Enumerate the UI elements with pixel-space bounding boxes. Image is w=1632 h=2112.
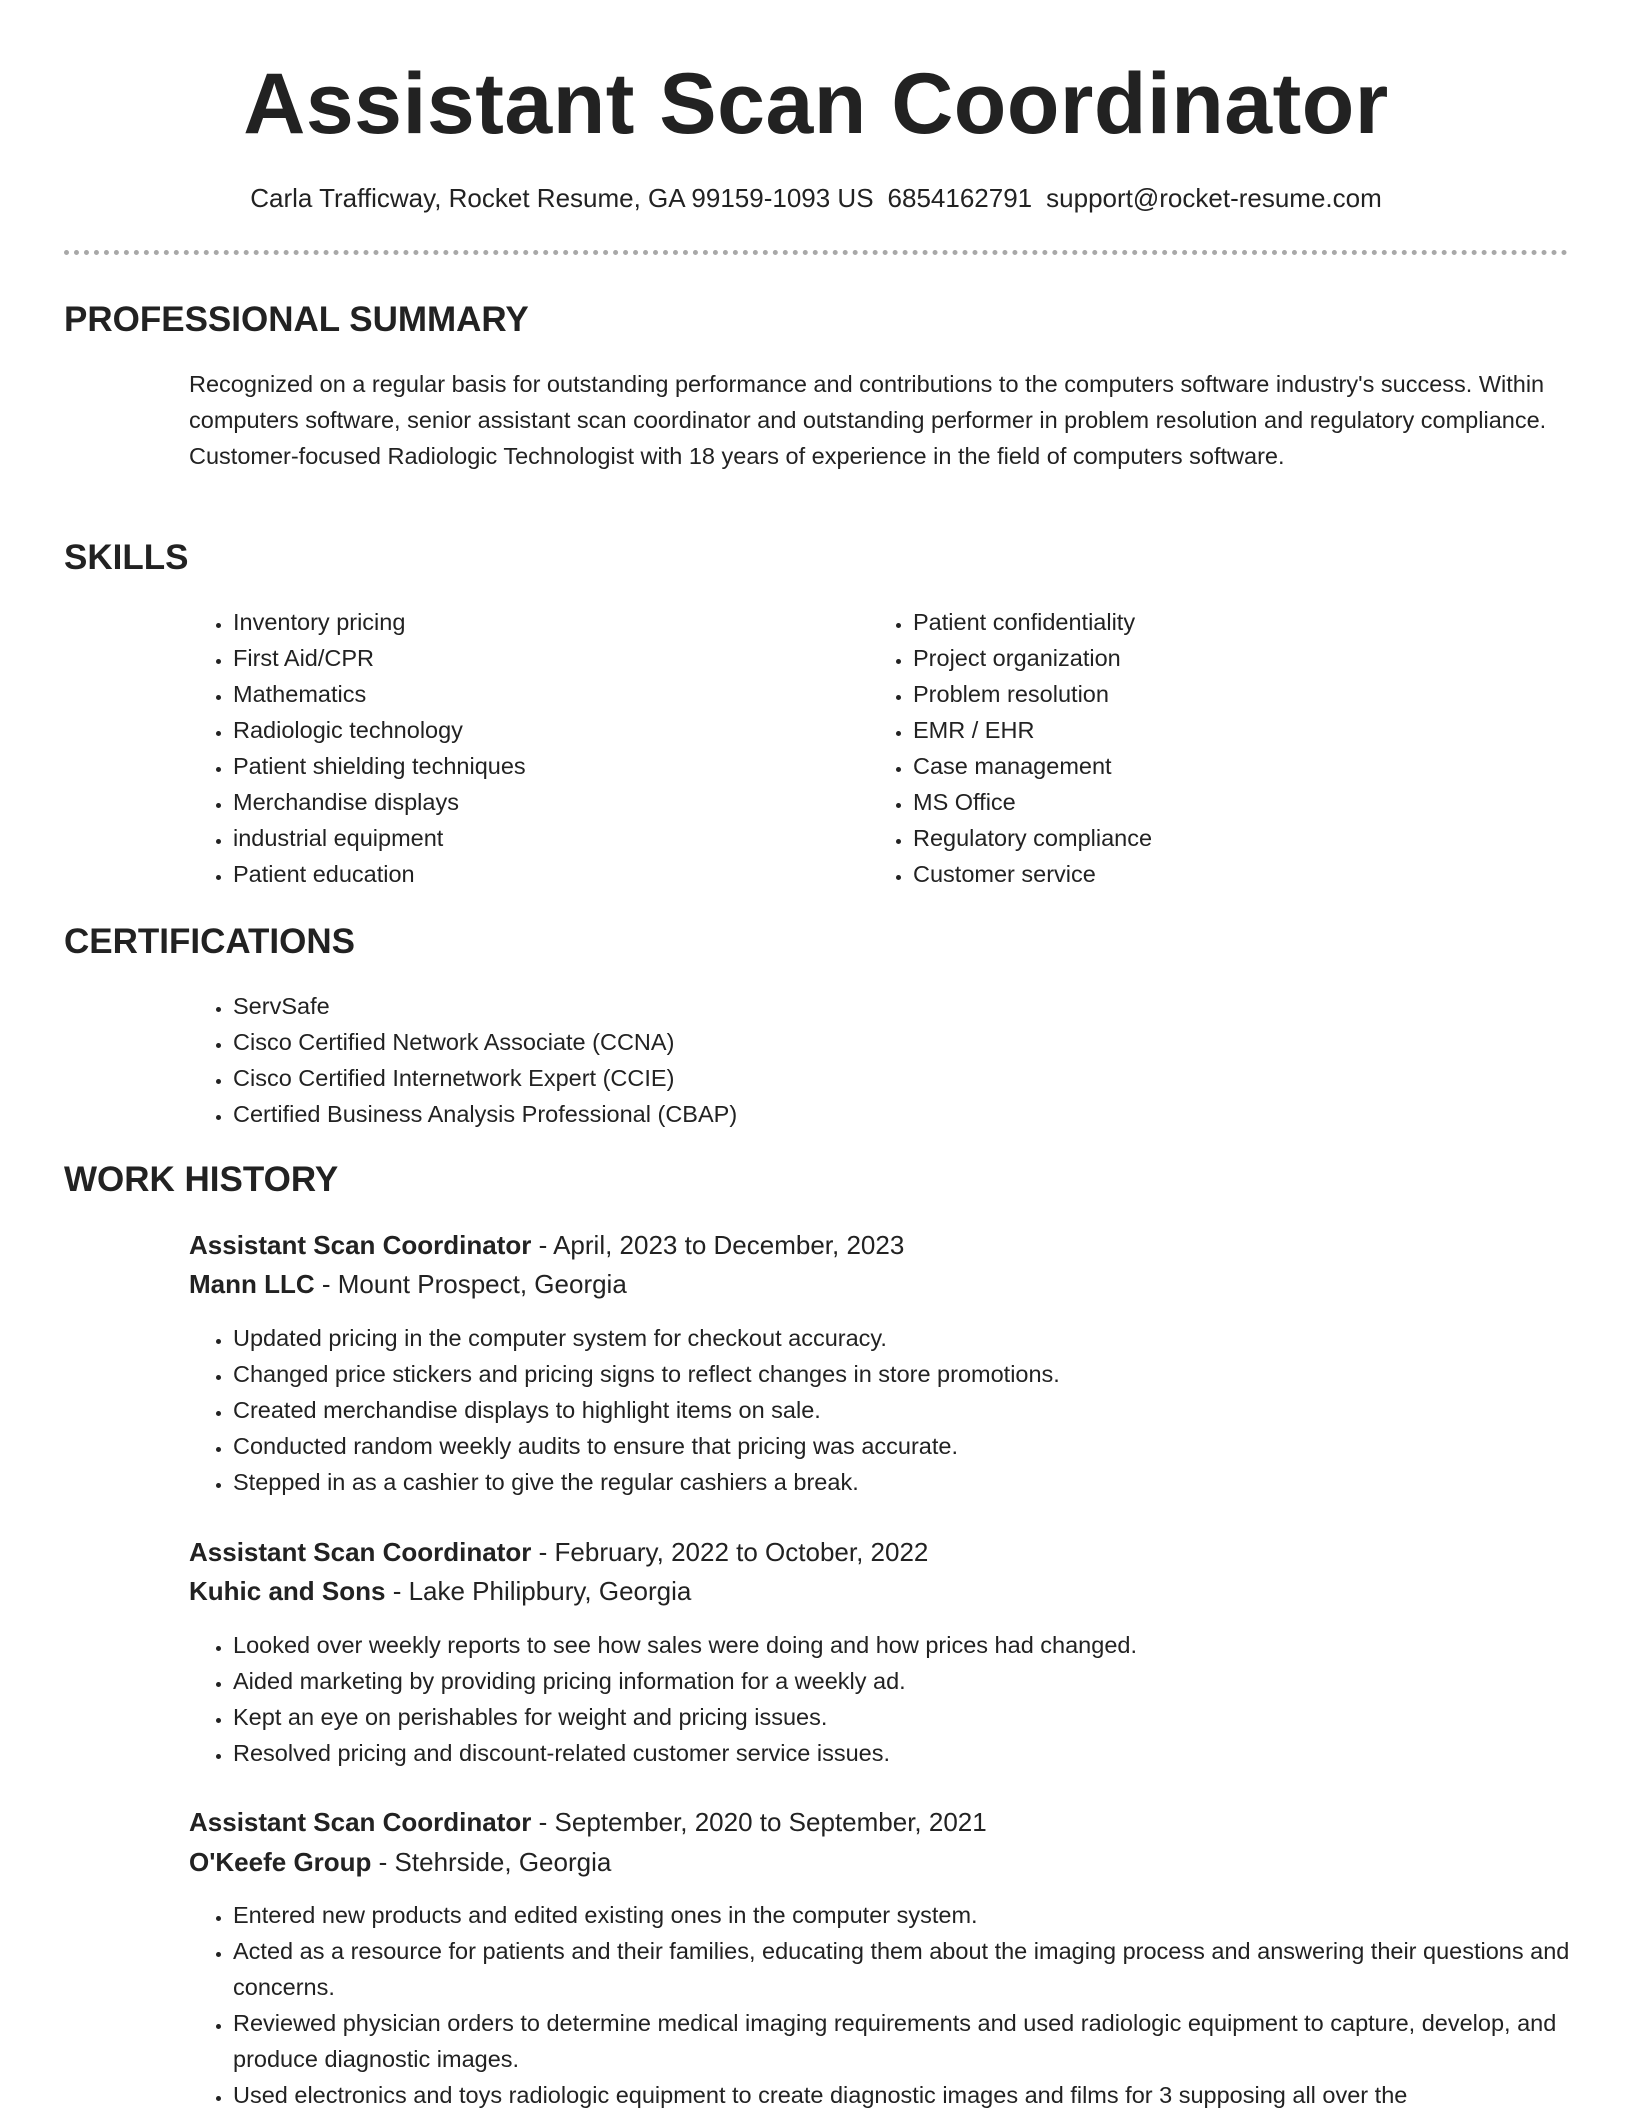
- contact-address: Carla Trafficway, Rocket Resume, GA 99159-1093 US: [250, 183, 874, 213]
- job-duty: • Created merchandise displays to highlight items on sale.: [233, 1392, 1613, 1428]
- skill-item: • industrial equipment: [233, 820, 793, 856]
- job-location: - Lake Philipbury, Georgia: [385, 1576, 692, 1606]
- job-location: - Stehrside, Georgia: [371, 1847, 612, 1877]
- job-duties-list: [189, 1897, 1573, 2112]
- skill-item: • Project organization: [913, 640, 1513, 676]
- job-title-line: [189, 1534, 1569, 1570]
- certifications-list: [189, 988, 1533, 1132]
- skills-heading: SKILLS: [64, 538, 189, 577]
- job-dates: - April, 2023 to December, 2023: [531, 1230, 905, 1260]
- job-duty: • Conducted random weekly audits to ensure that pricing was accurate.: [233, 1428, 1613, 1464]
- job-duty: • Resolved pricing and discount-related customer service issues.: [233, 1735, 1613, 1771]
- job-duty: • Stepped in as a cashier to give the regular cashiers a break.: [233, 1464, 1613, 1500]
- certification-item: • Cisco Certified Network Associate (CCNA): [233, 1024, 1533, 1060]
- skill-item: • Mathematics: [233, 676, 793, 712]
- skill-item: • Merchandise displays: [233, 784, 793, 820]
- job-title: Assistant Scan Coordinator: [189, 1537, 532, 1567]
- job-duty: • Looked over weekly reports to see how sales were doing and how prices had changed.: [233, 1627, 1613, 1663]
- job-dates: - February, 2022 to October, 2022: [531, 1537, 929, 1567]
- job-duty: • Changed price stickers and pricing signs to reflect changes in store promotions.: [233, 1356, 1613, 1392]
- job-company: Kuhic and Sons: [189, 1576, 386, 1606]
- job-duty: • Aided marketing by providing pricing information for a weekly ad.: [233, 1663, 1613, 1699]
- job-company-line: [189, 1573, 1569, 1609]
- job-company-line: [189, 1844, 1569, 1880]
- skill-item: • Patient education: [233, 856, 793, 892]
- contact-line: [0, 180, 1632, 216]
- skill-item: • Case management: [913, 748, 1513, 784]
- job-title-line: [189, 1804, 1569, 1840]
- resume-title: Assistant Scan Coordinator: [243, 56, 1389, 152]
- skills-list-right: [869, 604, 1513, 892]
- skill-item: • Patient confidentiality: [913, 604, 1513, 640]
- skill-item: • Radiologic technology: [233, 712, 793, 748]
- summary-heading: PROFESSIONAL SUMMARY: [64, 300, 529, 339]
- job-location: - Mount Prospect, Georgia: [314, 1269, 627, 1299]
- job-company-line: [189, 1266, 1569, 1302]
- skills-list-left: [189, 604, 793, 892]
- job-duty: • Acted as a resource for patients and their families, educating them about the imaging process and answering their questions and concerns.: [233, 1933, 1573, 2005]
- skill-item: • Customer service: [913, 856, 1513, 892]
- job-title: Assistant Scan Coordinator: [189, 1230, 532, 1260]
- contact-email: support@rocket-resume.com: [1046, 183, 1382, 213]
- header-divider: [64, 250, 1568, 255]
- skill-item: • EMR / EHR: [913, 712, 1513, 748]
- skill-item: • Regulatory compliance: [913, 820, 1513, 856]
- job-duty: • Reviewed physician orders to determine medical imaging requirements and used radiologic equipment to capture, develop, and produce diagnostic images.: [233, 2005, 1573, 2077]
- skill-item: • Problem resolution: [913, 676, 1513, 712]
- job-title-line: [189, 1227, 1569, 1263]
- job-duties-list: [189, 1320, 1613, 1500]
- skill-item: • MS Office: [913, 784, 1513, 820]
- certification-item: • Certified Business Analysis Professional (CBAP): [233, 1096, 1533, 1132]
- job-duty: • Entered new products and edited existing ones in the computer system.: [233, 1897, 1573, 1933]
- work-history-heading: WORK HISTORY: [64, 1160, 339, 1199]
- contact-phone: 6854162791: [887, 183, 1033, 213]
- job-duties-list: [189, 1627, 1613, 1771]
- job-company: O'Keefe Group: [189, 1847, 372, 1877]
- skill-item: • First Aid/CPR: [233, 640, 793, 676]
- skill-item: • Inventory pricing: [233, 604, 793, 640]
- job-dates: - September, 2020 to September, 2021: [531, 1807, 987, 1837]
- job-duty: • Used electronics and toys radiologic equipment to create diagnostic images and films for 3 supposing all over the: [233, 2077, 1573, 2112]
- job-duty: • Updated pricing in the computer system for checkout accuracy.: [233, 1320, 1613, 1356]
- job-duty: • Kept an eye on perishables for weight and pricing issues.: [233, 1699, 1613, 1735]
- certification-item: • ServSafe: [233, 988, 1533, 1024]
- summary-text: Recognized on a regular basis for outstanding performance and contributions to the computers software industry's success. Within computers software, senior assistant scan coordinator and outstanding performer in problem resolution and regulatory compliance. Customer-focused Radiologic Technologist with 18 years of experience in the field of computers software.: [189, 371, 1547, 469]
- skill-item: • Patient shielding techniques: [233, 748, 793, 784]
- job-company: Mann LLC: [189, 1269, 315, 1299]
- job-title: Assistant Scan Coordinator: [189, 1807, 532, 1837]
- certification-item: • Cisco Certified Internetwork Expert (CCIE): [233, 1060, 1533, 1096]
- certifications-heading: CERTIFICATIONS: [64, 922, 356, 961]
